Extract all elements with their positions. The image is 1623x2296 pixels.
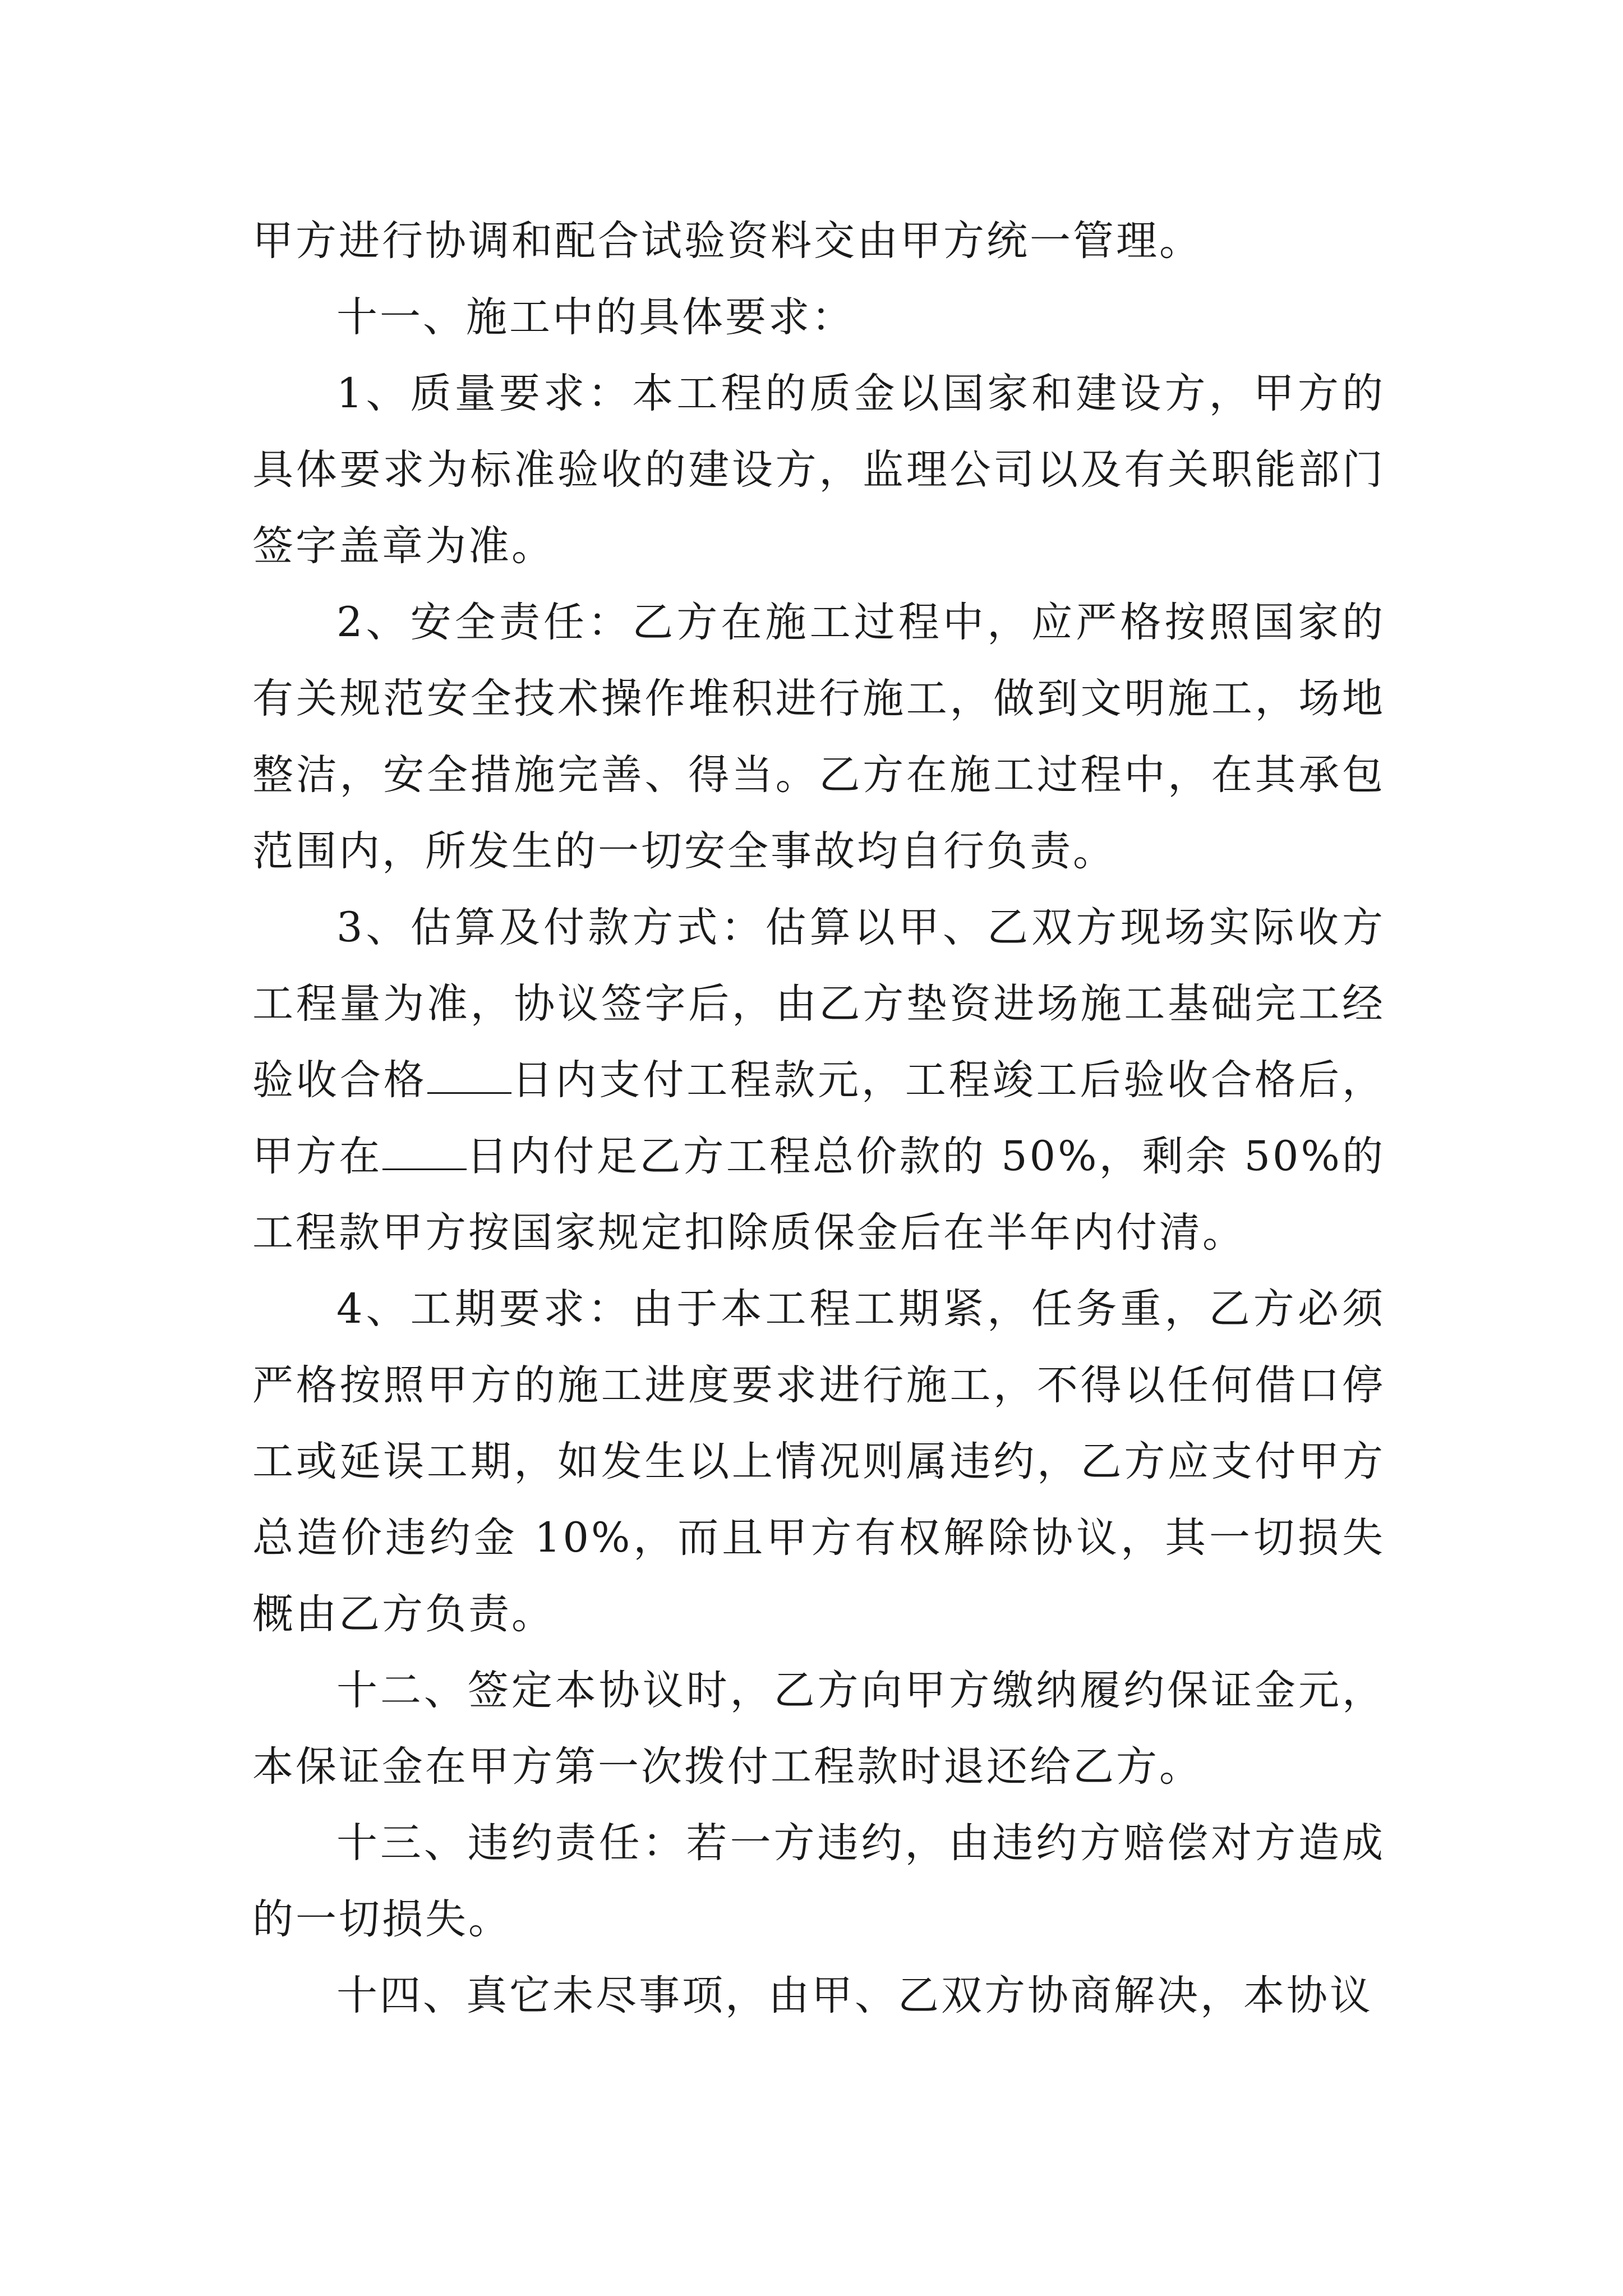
clause-schedule-requirements: 4、工期要求：由于本工程工期紧，任务重，乙方必须严格按照甲方的施工进度要求进行施工，不得以任何借口停工或延误工期，如发生以上情况则属违约，乙方应支付甲方总造价违约金 10%，而且甲方有权解除协议，其一切损失概由乙方负责。 (252, 1285, 1385, 1638)
payment-text-part-3: 日内付足乙方工程总价款的 50%，剩余 50%的工程款甲方按国家规定扣除质保金后在半年内付清。 (252, 1133, 1386, 1257)
clause-payment-method (252, 890, 1385, 1271)
section-14-other-matters: 十四、真它未尽事项，由甲、乙双方协商解决，本协议 (336, 1972, 1373, 2019)
fill-blank-days-2 (382, 1135, 467, 1170)
clause-quality-requirements: 1、质量要求：本工程的质金以国家和建设方，甲方的具体要求为标准验收的建设方，监理公司以及有关职能部门签字盖章为准。 (252, 370, 1385, 570)
paragraph-continuation: 甲方进行协调和配合试验资料交由甲方统一管理。 (252, 217, 1202, 265)
section-13-breach-liability: 十三、违约责任：若一方违约，由违约方赔偿对方造成的一切损失。 (252, 1819, 1385, 1943)
clause-safety-responsibility: 2、安全责任：乙方在施工过程中，应严格按照国家的有关规范安全技术操作堆积进行施工，做到文明施工，场地整洁，安全措施完善、得当。乙方在施工过程中，在其承包范围内，所发生的一切安全事故均自行负责。 (252, 599, 1385, 875)
section-12-performance-bond: 十二、签定本协议时，乙方向甲方缴纳履约保证金元，本保证金在甲方第一次拨付工程款时退还给乙方。 (252, 1667, 1385, 1791)
section-heading-11: 十一、施工中的具体要求： (336, 293, 855, 341)
payment-text-part-1: 3、估算及付款方式：估算以甲、乙双方现场实际收方工程量为准，协议签字后，由乙方垫资进场施工基础完工经验收合格 (252, 904, 1385, 1104)
fill-blank-days-1 (427, 1059, 511, 1094)
payment-text-part-2: 日内支付工程款元，工程竣工后验收合格后，甲方在 (252, 1056, 1386, 1180)
document-body (252, 203, 1385, 2034)
